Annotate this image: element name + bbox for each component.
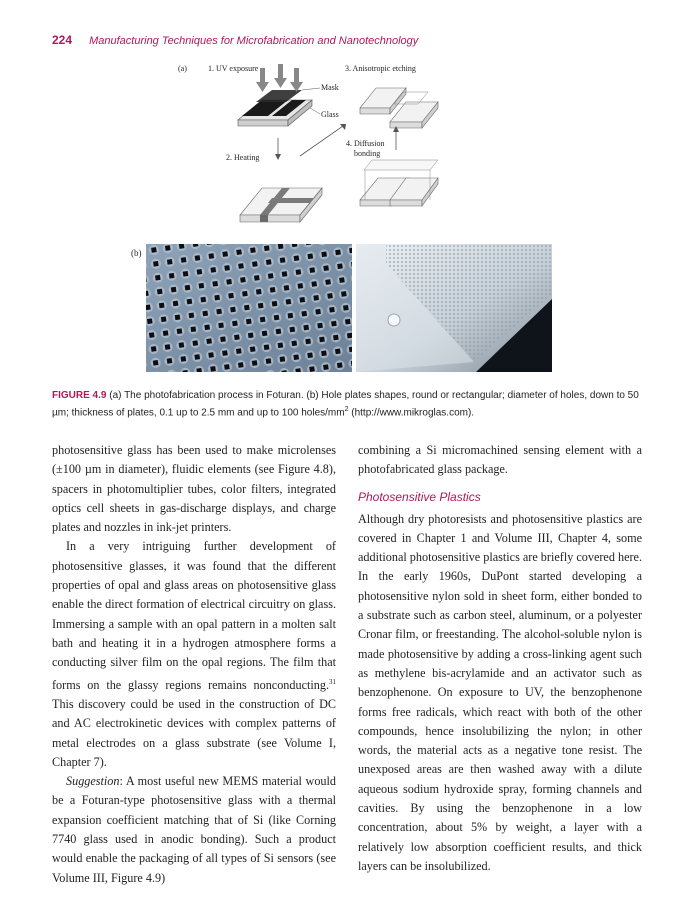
- right-column: [358, 441, 642, 876]
- right-paragraph-1: combining a Si micromachined sensing element with a photofabricated glass package.: [358, 443, 642, 477]
- figure-number: FIGURE 4.9: [52, 390, 107, 401]
- step4-label-line2: bonding: [354, 149, 381, 158]
- suggestion-label: Suggestion: [66, 774, 120, 789]
- caption-superscript: 2: [344, 406, 349, 413]
- section-title: Photosensitive Plastics: [358, 489, 481, 504]
- caption-text: (a) The photofabrication process in Foturan. (b) Hole plates shapes, round or rectangular; diameter of holes, down to 50 µm; thickness of plates, 0.1 up to 2.5 mm and up to 100 holes/mm: [52, 390, 639, 419]
- step2-label: 2. Heating: [226, 153, 260, 162]
- glass-label: Glass: [321, 110, 339, 119]
- left-paragraph-2-part-a: In a very intriguing further development of photosensitive glasses, it was found that the different properties of opal and glass areas on photosensitive glass enable the direct formation of electrical circuitry on glass. Immersing a sample with an opal pattern in a molten salt bath and heating it in a hydrogen atmosphere forms a conducting silver film on the opal regions. The film that forms on the glassy regions remains nonconducting.: [52, 539, 336, 692]
- step4-label-line1: 4. Diffusion: [346, 139, 385, 148]
- left-column: [52, 441, 336, 888]
- hole-plate-photo-rectangular-art: [146, 244, 352, 372]
- step4-illustration: [360, 160, 438, 206]
- caption-url[interactable]: (http://www.mikroglas.com).: [351, 407, 475, 419]
- running-header: [52, 33, 418, 47]
- figure-caption: [52, 389, 644, 420]
- page-number: 224: [52, 33, 73, 47]
- hole-plate-photo-round-art: [356, 244, 552, 372]
- running-title: Manufacturing Techniques for Microfabrication and Nanotechnology: [89, 35, 419, 47]
- figure-a-panel-label: (a): [178, 64, 187, 73]
- step2-illustration: [240, 188, 322, 222]
- left-paragraph-3: [52, 772, 336, 888]
- left-paragraph-1: photosensitive glass has been used to make microlenses (±100 µm in diameter), fluidic elements (see Figure 4.8), spacers in photomultiplier tubes, color filters, integrated optics cell sheets in gas-discharge displays, and charge plates and nozzles in ink-jet printers.: [52, 443, 336, 535]
- step1-illustration: [238, 64, 320, 126]
- hole-plate-photo-rectangular: [146, 244, 352, 372]
- left-paragraph-2-part-b: This discovery could be used in the construction of DC and AC electrokinetic devices with complex patterns of metal electrodes on a glass substrate (see Volume I, Chapter 7).: [52, 696, 336, 769]
- figure-a-process-diagram: [160, 60, 480, 240]
- mask-label: Mask: [321, 83, 339, 92]
- step3-illustration: [360, 88, 438, 128]
- left-paragraph-2: [52, 537, 336, 772]
- suggestion-text: : A most useful new MEMS material would be a Foturan-type photosensitive glass with a thermal expansion coefficient matching that of Si (like Corning 7740 glass used in anodic bonding). Such a product would enable the packaging of all types of Si sensors (see Volume III, Figure 4.9): [52, 774, 336, 885]
- step3-label: 3. Anisotropic etching: [345, 64, 416, 73]
- figure-b-panel-label: (b): [131, 248, 142, 258]
- step1-label: 1. UV exposure: [208, 64, 259, 73]
- right-paragraph-2: Although dry photoresists and photosensitive plastics are covered in Chapter 1 and Volume III, Chapter 4, some additional photosensitive plastics are briefly covered here. In the early 1960s, DuPont started developing a photosensitive nylon sold in sheet form, either bonded to a substrate such as carbon steel, aluminum, or a polyester Cronar film, or freestanding. The alcohol-soluble nylon is made photosensitive by adding a cross-linking agent such as methylene bis-acrylamide and an activator such as benzophenone. On exposure to UV, the benzophenone forms free radicals, which react with both of the other compounds, hence insolubilizing the nylon; in other words, the material acts as a negative tone resist. The unexposed areas are then washed away with a dilute aqueous sodium hydroxide spray, forming channels and cavities. By using the benzophenone in a low concentration, about 5% by weight, a layer with a relatively low absorption coefficient results, and thick layers can be insolubilized.: [358, 511, 642, 873]
- hole-plate-photo-round: [356, 244, 552, 372]
- reference-31: 31: [329, 677, 336, 686]
